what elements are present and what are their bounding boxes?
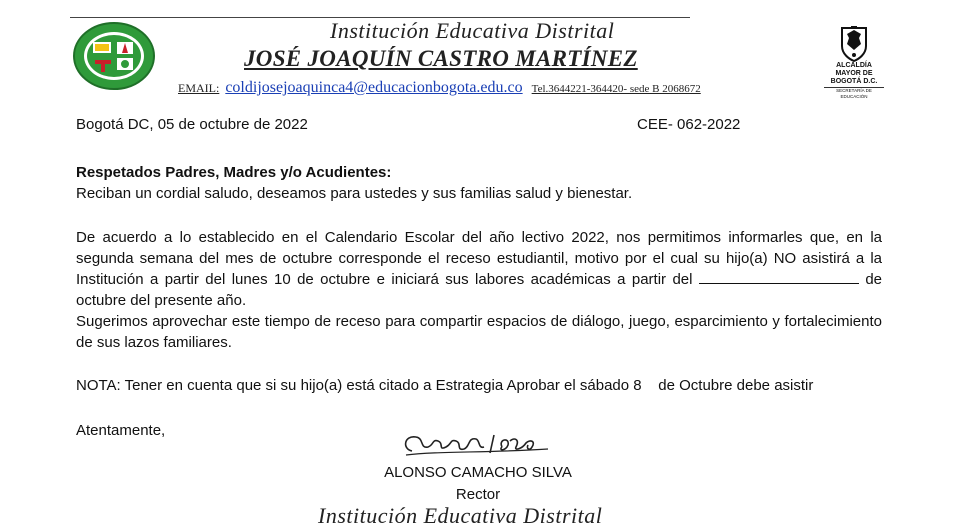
alcaldia-logo — [824, 24, 884, 100]
alcaldia-name: ALCALDÍA MAYOR DE BOGOTÁ D.C. — [830, 62, 878, 85]
contact-line — [178, 79, 701, 97]
school-name: JOSÉ JOAQUÍN CASTRO MARTÍNEZ — [244, 46, 638, 71]
email-link[interactable]: coldijosejoaquinca4@educacionbogota.edu.co — [225, 79, 523, 96]
signature-image — [398, 425, 558, 465]
phone-numbers: Tel.3644221-364420- sede B 2068672 — [531, 83, 701, 95]
school-logo-icon — [73, 22, 155, 90]
paragraph1-b: de octubre del presente año. — [76, 271, 883, 309]
paragraph1-a: De acuerdo a lo establecido en el Calendario Escolar del año lectivo 2022, nos permitimos informarles que, en la segunda semana del mes de octubre corresponde el receso estudiantil, motivo por el cual su hijo(a) NO asistirá a la Institución a partir del lunes 10 de octubre e iniciará sus labores académicas a partir del — [76, 229, 882, 288]
reference-number: CEE- 062-2022 — [637, 116, 741, 133]
letterhead — [0, 0, 956, 108]
date-blank-field — [699, 269, 859, 284]
signer-name: ALONSO CAMACHO SILVA — [384, 464, 572, 481]
greeting-text: Reciban un cordial saludo, deseamos para ustedes y sus familias salud y bienestar. — [76, 185, 633, 202]
nota-text: NOTA: Tener en cuenta que si su hijo(a) está citado a Estrategia Aprobar el sábado 8 de Octubre debe asistir — [76, 377, 814, 394]
bogota-shield-icon — [839, 24, 869, 62]
salutation: Respetados Padres, Madres y/o Acudientes: — [76, 164, 392, 181]
main-paragraph — [76, 227, 882, 353]
closing: Atentamente, — [76, 422, 166, 439]
signer-role: Rector — [455, 486, 501, 503]
institution-line: Institución Educativa Distrital — [330, 18, 615, 43]
letter-date: Bogotá DC, 05 de octubre de 2022 — [76, 116, 308, 133]
alcaldia-sub: SECRETARÍA DE EDUCACIÓN — [824, 87, 884, 100]
paragraph2: Sugerimos aprovechar este tiempo de receso para compartir espacios de diálogo, juego, esparcimiento y fortalecimiento de sus lazos familiares. — [76, 313, 882, 351]
greeting-block — [76, 162, 882, 204]
email-label: EMAIL: — [178, 81, 220, 95]
footer-institution-line: Institución Educativa Distrital — [318, 503, 603, 528]
